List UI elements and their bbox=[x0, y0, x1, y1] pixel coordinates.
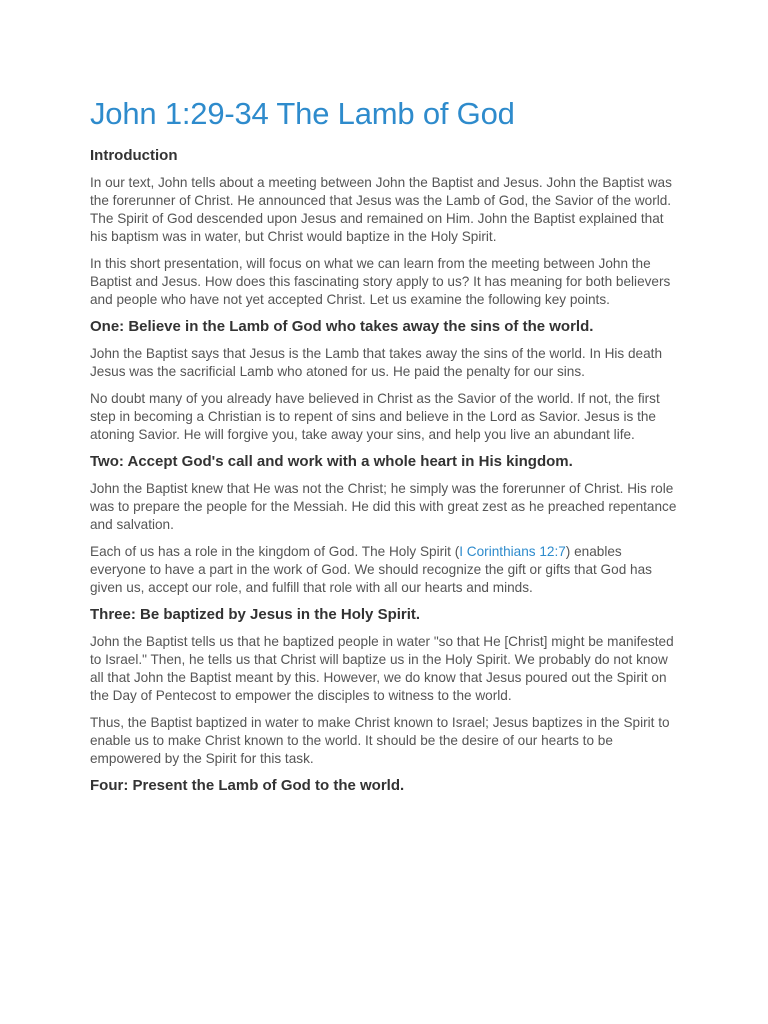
document-page bbox=[90, 96, 680, 804]
paragraph-two-2-after: ) enables everyone to have a part in the work of God. We should recognize the gift or gifts that God has given us, accept our role, and fulfill that role with all our hearts and minds. bbox=[90, 544, 652, 595]
section-heading-three: Three: Be baptized by Jesus in the Holy Spirit. bbox=[90, 606, 421, 623]
paragraph-two-2 bbox=[90, 543, 680, 597]
scripture-link-corinthians[interactable]: I Corinthians 12:7 bbox=[459, 544, 566, 559]
page-title: John 1:29-34 The Lamb of God bbox=[90, 96, 515, 131]
paragraph-intro-2: In this short presentation, will focus on what we can learn from the meeting between John the Baptist and Jesus. How does this fascinating story apply to us? It has meaning for both believers and people who have not yet accepted Christ. Let us examine the following key points. bbox=[90, 256, 671, 307]
paragraph-intro-1: In our text, John tells about a meeting between John the Baptist and Jesus. John the Baptist was the forerunner of Christ. He announced that Jesus was the Lamb of God, the Savior of the world. The Spirit of God descended upon Jesus and remained on Him. John the Baptist explained that his baptism was in water, but Christ would baptize in the Holy Spirit. bbox=[90, 175, 672, 244]
paragraph-two-2-before: Each of us has a role in the kingdom of God. The Holy Spirit ( bbox=[90, 544, 460, 559]
paragraph-three-2: Thus, the Baptist baptized in water to make Christ known to Israel; Jesus baptizes in the Spirit to enable us to make Christ known to the world. It should be the desire of our hearts to be empowered by the Spirit for this task. bbox=[90, 715, 670, 766]
section-heading-introduction: Introduction bbox=[90, 147, 178, 164]
paragraph-two-1: John the Baptist knew that He was not the Christ; he simply was the forerunner of Christ. His role was to prepare the people for the Messiah. He did this with great zest as he preached repentance and salvation. bbox=[90, 481, 677, 532]
paragraph-three-1: John the Baptist tells us that he baptized people in water "so that He [Christ] might be manifested to Israel." Then, he tells us that Christ will baptize us in the Holy Spirit. We probably do not know all that John the Baptist meant by this. However, we do know that Jesus poured out the Spirit on the Day of Pentecost to empower the disciples to witness to the world. bbox=[90, 634, 674, 703]
section-heading-four: Four: Present the Lamb of God to the world. bbox=[90, 777, 405, 794]
section-heading-one: One: Believe in the Lamb of God who takes away the sins of the world. bbox=[90, 318, 594, 335]
paragraph-one-2: No doubt many of you already have believed in Christ as the Savior of the world. If not, the first step in becoming a Christian is to repent of sins and believe in the Lord as Savior. Jesus is the atoning Savior. He will forgive you, take away your sins, and help you live an abundant life. bbox=[90, 391, 660, 442]
paragraph-one-1: John the Baptist says that Jesus is the Lamb that takes away the sins of the world. In His death Jesus was the sacrificial Lamb who atoned for us. He paid the penalty for our sins. bbox=[90, 346, 662, 379]
section-heading-two: Two: Accept God's call and work with a whole heart in His kingdom. bbox=[90, 453, 573, 470]
